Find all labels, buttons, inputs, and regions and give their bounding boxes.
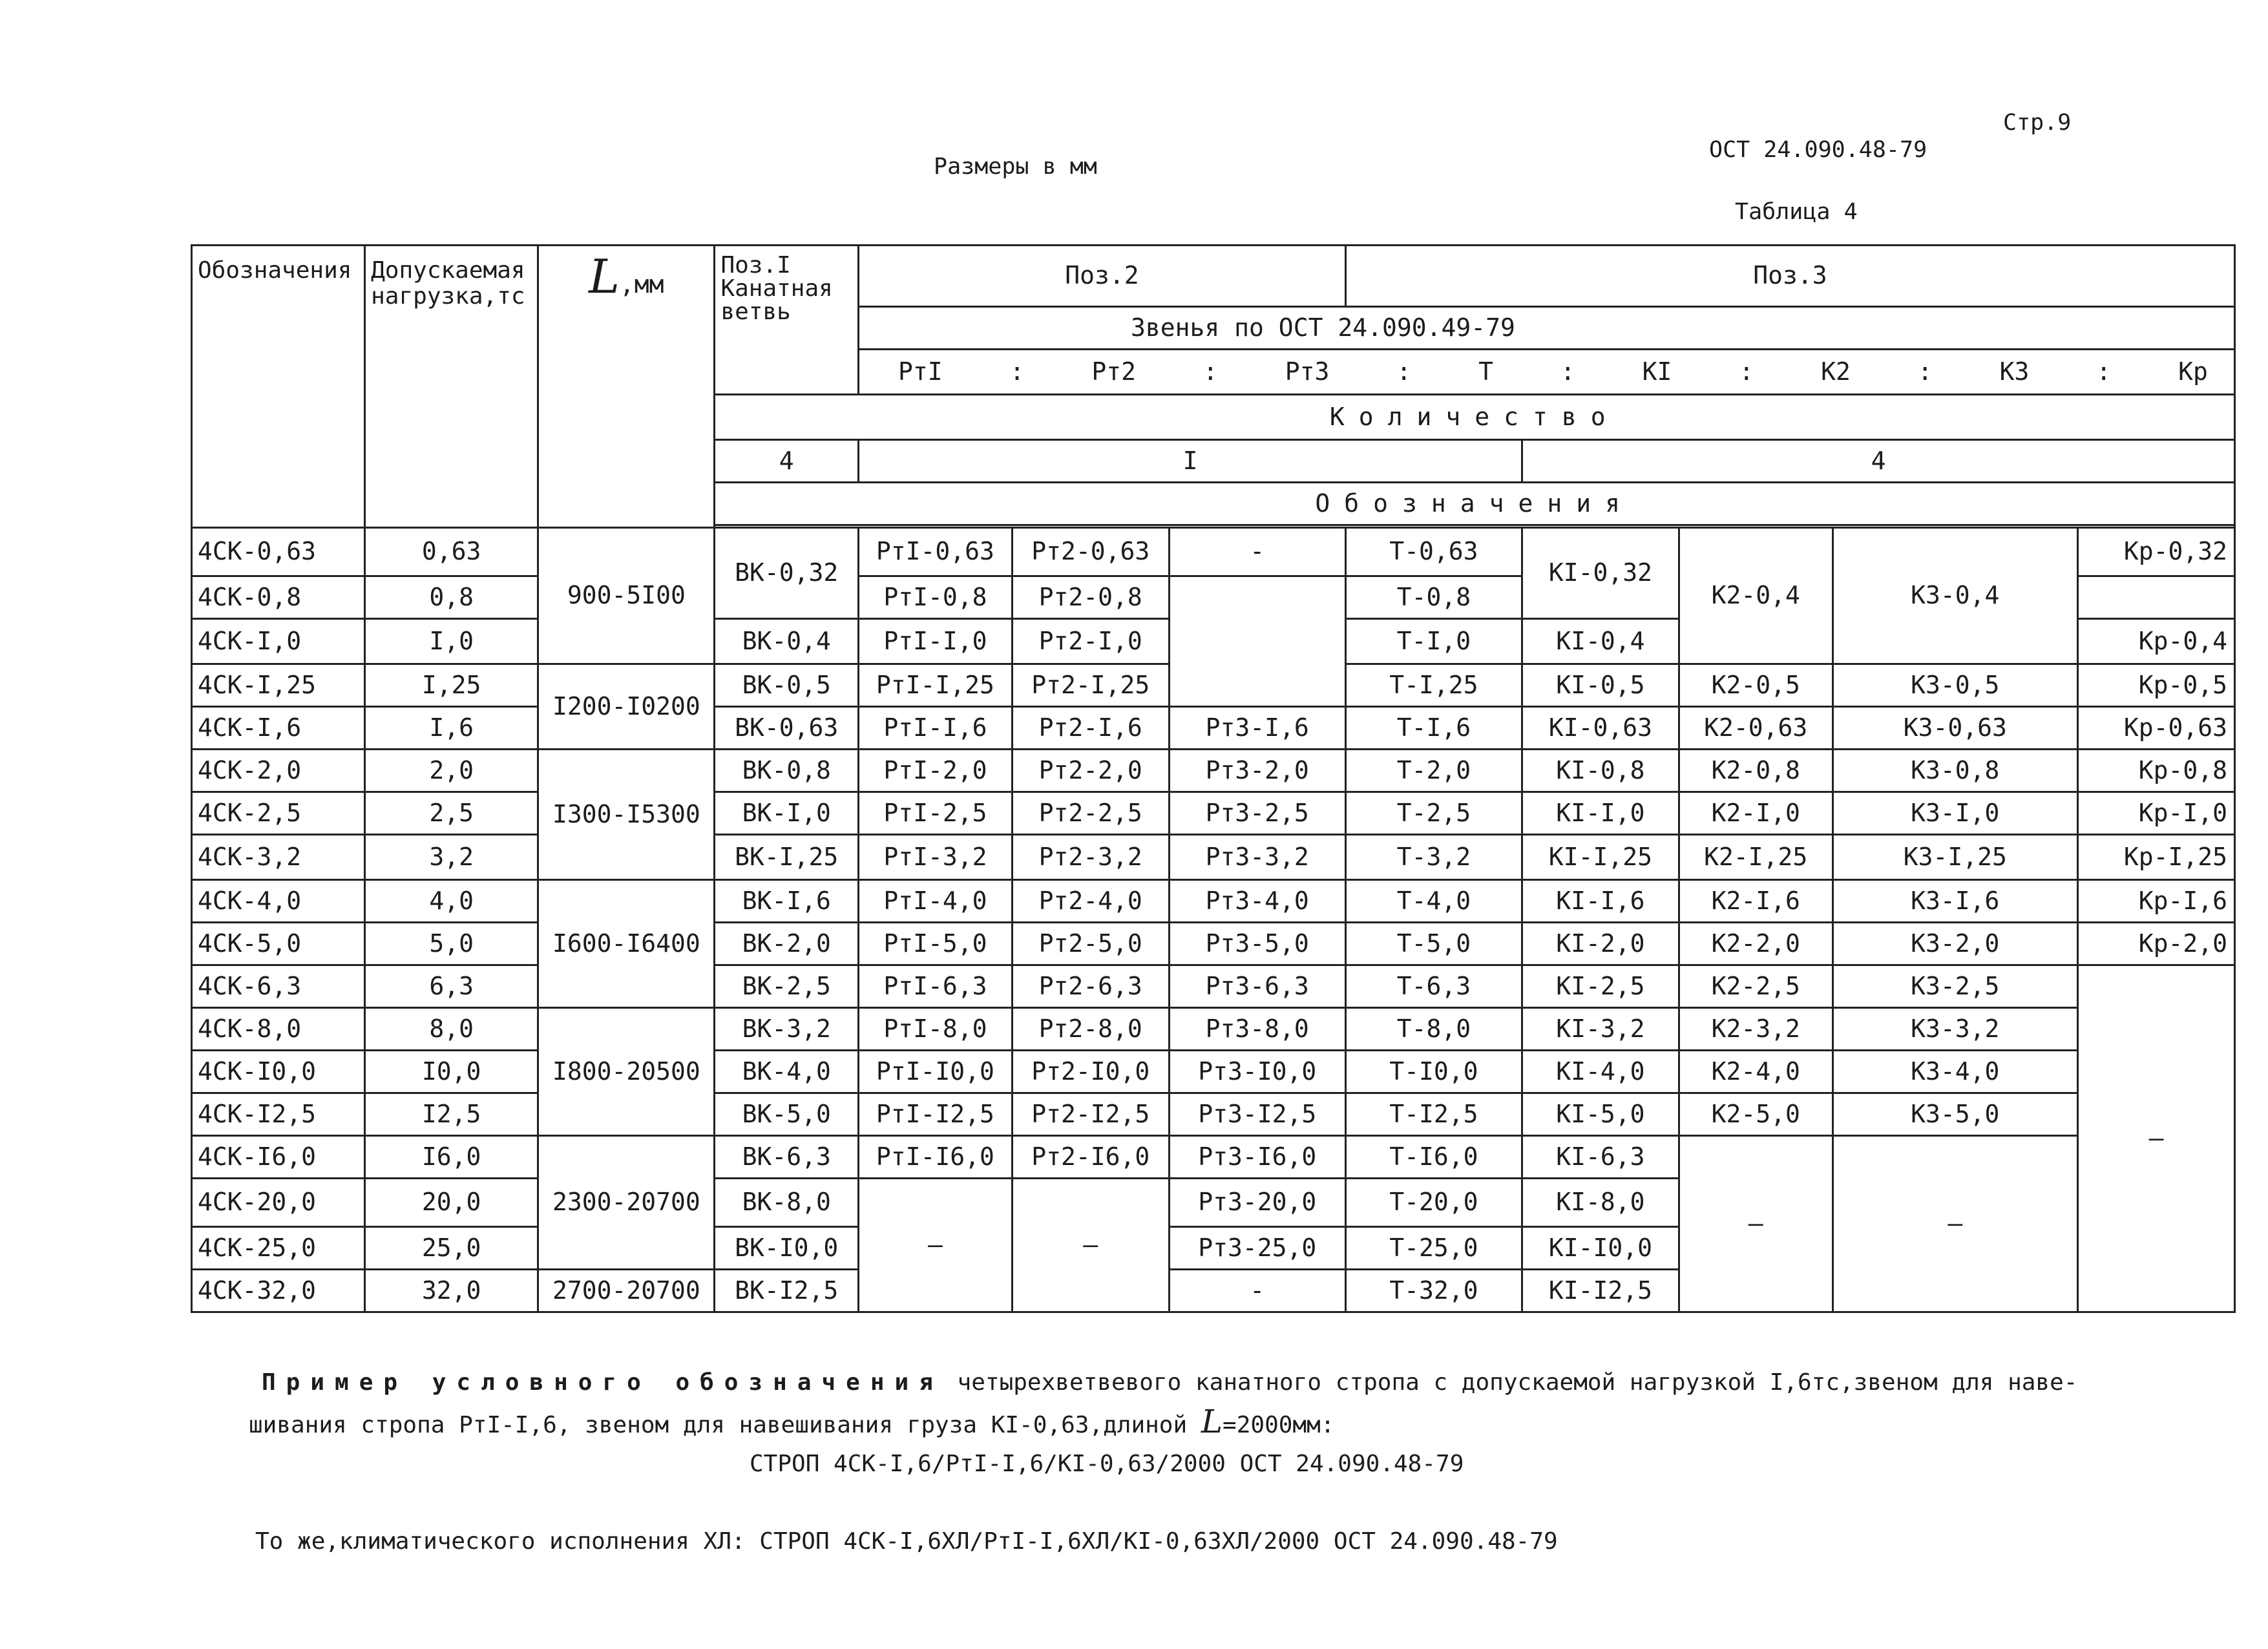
cell-designation: 4СК-8,0: [192, 1008, 365, 1051]
table-row: [192, 1008, 2235, 1051]
cell-designation: 4СК-32,0: [192, 1270, 365, 1312]
cell-rt2: Рт2-I,6: [1012, 707, 1169, 750]
cell-kr: Кр-I,25: [2078, 835, 2235, 880]
sub-k2: К2: [1821, 357, 1851, 386]
cell-k1: КI-0,63: [1522, 707, 1679, 750]
cell-k1: КI-0,4: [1522, 619, 1679, 664]
cell-pos1: ВК-0,63: [715, 707, 859, 750]
cell-k2: К2-2,5: [1679, 965, 1832, 1008]
cell-load: 0,8: [365, 576, 538, 619]
cell-load: 0,63: [365, 528, 538, 576]
cell-length: I300-I5300: [538, 750, 715, 880]
cell-k1: КI-I,0: [1522, 792, 1679, 835]
cell-designation: 4СК-I,25: [192, 664, 365, 707]
cell-k1: КI-0,8: [1522, 750, 1679, 792]
sub-rt3: Рт3: [1285, 357, 1330, 386]
example-length-symbol: L: [1201, 1403, 1223, 1440]
sub-t: Т: [1478, 357, 1493, 386]
cell-pos1: ВК-5,0: [715, 1093, 859, 1136]
cell-kr: Кр-2,0: [2078, 923, 2235, 965]
cell-load: 4,0: [365, 880, 538, 923]
cell-pos1: ВК-I,0: [715, 792, 859, 835]
cell-kr: Кр-I,0: [2078, 792, 2235, 835]
cell-k3: К3-0,8: [1832, 750, 2077, 792]
cell-k1: КI-8,0: [1522, 1179, 1679, 1227]
table-row: [192, 880, 2235, 923]
cell-rt3: Рт3-3,2: [1169, 835, 1345, 880]
cell-pos1: ВК-8,0: [715, 1179, 859, 1227]
cell-k2: К2-I,6: [1679, 880, 1832, 923]
cell-t: Т-5,0: [1345, 923, 1522, 965]
cell-rt1: РтI-0,63: [859, 528, 1013, 576]
col-header-pos3: Поз.3: [1345, 246, 2234, 307]
cell-designation: 4СК-2,5: [192, 792, 365, 835]
link-types-row: РтI : Рт2 : Рт3 : Т : КI : К2 : К3 : Кр: [859, 350, 2235, 395]
cell-load: 8,0: [365, 1008, 538, 1051]
standard-number: ОСТ 24.090.48-79: [1709, 137, 1927, 163]
length-symbol: L: [589, 249, 620, 304]
table-row: [192, 923, 2235, 965]
cell-load: I,25: [365, 664, 538, 707]
cell-designation: 4СК-20,0: [192, 1179, 365, 1227]
cell-k3: К3-5,0: [1832, 1093, 2077, 1136]
cell-k3: К3-I,25: [1832, 835, 2077, 880]
cell-rt2: Рт2-I0,0: [1012, 1051, 1169, 1093]
cell-t: Т-I,25: [1345, 664, 1522, 707]
cell-k1: КI-2,0: [1522, 923, 1679, 965]
cell-t: Т-3,2: [1345, 835, 1522, 880]
cell-k2: К2-2,0: [1679, 923, 1832, 965]
cell-rt2: Рт2-I,0: [1012, 619, 1169, 664]
cell-rt1: РтI-I2,5: [859, 1093, 1013, 1136]
cell-rt3: Рт3-I,6: [1169, 707, 1345, 750]
cell-designation: 4СК-I,6: [192, 707, 365, 750]
col-header-pos1: Поз.I Канатная ветвь: [715, 246, 859, 395]
links-standard: Звенья по ОСТ 24.090.49-79: [859, 307, 2235, 350]
cell-designation: 4СК-I0,0: [192, 1051, 365, 1093]
cell-load: I,6: [365, 707, 538, 750]
cell-k2: —: [1679, 1136, 1832, 1312]
qty-pos2: I: [859, 440, 1522, 483]
cell-pos1: ВК-2,0: [715, 923, 859, 965]
cell-t: Т-0,8: [1345, 576, 1522, 619]
cell-rt1: РтI-I6,0: [859, 1136, 1013, 1179]
sling-table: [191, 244, 2236, 1313]
cell-k1: КI-2,5: [1522, 965, 1679, 1008]
cell-t: Т-0,63: [1345, 528, 1522, 576]
cell-load: 32,0: [365, 1270, 538, 1312]
table-row: [192, 707, 2235, 750]
cell-t: Т-25,0: [1345, 1227, 1522, 1270]
cell-rt3: Рт3-2,0: [1169, 750, 1345, 792]
cell-designation: 4СК-I6,0: [192, 1136, 365, 1179]
cell-pos1: ВК-I,25: [715, 835, 859, 880]
cell-load: I,0: [365, 619, 538, 664]
climatic-line: [255, 1522, 2077, 1561]
example-label: Пример условного обозначения: [262, 1369, 943, 1396]
cell-load: 6,3: [365, 965, 538, 1008]
cell-pos1: ВК-I2,5: [715, 1270, 859, 1312]
cell-designation: 4СК-25,0: [192, 1227, 365, 1270]
cell-t: Т-I2,5: [1345, 1093, 1522, 1136]
cell-rt2: Рт2-I6,0: [1012, 1136, 1169, 1179]
sub-k1: КI: [1642, 357, 1672, 386]
notes: [249, 1363, 2078, 1561]
cell-t: Т-I6,0: [1345, 1136, 1522, 1179]
col-header-load: Допускаемая нагрузка,тс: [365, 246, 538, 528]
cell-pos1: ВК-3,2: [715, 1008, 859, 1051]
cell-rt1: РтI-4,0: [859, 880, 1013, 923]
cell-length: 900-5I00: [538, 528, 715, 664]
cell-k2: К2-I,0: [1679, 792, 1832, 835]
table-row: [192, 1136, 2235, 1179]
cell-k1: КI-0,5: [1522, 664, 1679, 707]
cell-k1: КI-4,0: [1522, 1051, 1679, 1093]
table-row: [192, 792, 2235, 835]
cell-rt1: РтI-3,2: [859, 835, 1013, 880]
sub-k3: К3: [1999, 357, 2030, 386]
sub-rt1: РтI: [898, 357, 943, 386]
cell-rt1: РтI-I,25: [859, 664, 1013, 707]
cell-k2: К2-0,4: [1679, 528, 1832, 664]
cell-k1: КI-6,3: [1522, 1136, 1679, 1179]
cell-rt1: РтI-8,0: [859, 1008, 1013, 1051]
cell-load: 3,2: [365, 835, 538, 880]
cell-rt2: Рт2-8,0: [1012, 1008, 1169, 1051]
cell-k3: К3-3,2: [1832, 1008, 2077, 1051]
cell-pos1: ВК-0,5: [715, 664, 859, 707]
cell-kr: Кр-0,4: [2078, 619, 2235, 664]
cell-rt3: Рт3-20,0: [1169, 1179, 1345, 1227]
cell-k1: КI-5,0: [1522, 1093, 1679, 1136]
cell-rt2: Рт2-3,2: [1012, 835, 1169, 880]
cell-pos1: ВК-0,8: [715, 750, 859, 792]
page-number: Стр.9: [2003, 110, 2072, 136]
cell-k3: —: [1832, 1136, 2077, 1312]
cell-rt3: Рт3-8,0: [1169, 1008, 1345, 1051]
cell-rt1: РтI-I,6: [859, 707, 1013, 750]
table-row: [192, 750, 2235, 792]
example-line-1: [262, 1363, 2077, 1402]
cell-rt2: Рт2-2,0: [1012, 750, 1169, 792]
cell-k1: КI-0,32: [1522, 528, 1679, 619]
cell-k2: К2-0,63: [1679, 707, 1832, 750]
cell-load: I2,5: [365, 1093, 538, 1136]
cell-rt3: -: [1169, 528, 1345, 576]
cell-kr: —: [2078, 965, 2235, 1312]
climatic-example: СТРОП 4СК-I,6ХЛ/РтI-I,6ХЛ/КI-0,63ХЛ/2000 ОСТ 24.090.48-79: [759, 1528, 1558, 1555]
example-line-2: [249, 1402, 2077, 1445]
cell-t: Т-I,0: [1345, 619, 1522, 664]
cell-rt1: РтI-6,3: [859, 965, 1013, 1008]
cell-load: 5,0: [365, 923, 538, 965]
cell-pos1: ВК-6,3: [715, 1136, 859, 1179]
sub-kr: Кр: [2178, 357, 2208, 386]
cell-k1: КI-I,25: [1522, 835, 1679, 880]
length-unit: ,мм: [619, 270, 664, 299]
cell-rt3: [1169, 576, 1345, 707]
cell-pos1: ВК-I0,0: [715, 1227, 859, 1270]
cell-rt3: Рт3-4,0: [1169, 880, 1345, 923]
cell-rt1: РтI-I0,0: [859, 1051, 1013, 1093]
table-row: [192, 1051, 2235, 1093]
example-text-3: =2000мм:: [1223, 1412, 1335, 1438]
cell-kr: Кр-I,6: [2078, 880, 2235, 923]
cell-k3: К3-0,4: [1832, 528, 2077, 664]
cell-k2: К2-0,5: [1679, 664, 1832, 707]
cell-load: 20,0: [365, 1179, 538, 1227]
cell-rt3: Рт3-25,0: [1169, 1227, 1345, 1270]
cell-t: Т-20,0: [1345, 1179, 1522, 1227]
cell-k2: К2-5,0: [1679, 1093, 1832, 1136]
cell-rt2: Рт2-I,25: [1012, 664, 1169, 707]
table-row: [192, 1093, 2235, 1136]
cell-t: Т-4,0: [1345, 880, 1522, 923]
cell-designation: 4СК-I,0: [192, 619, 365, 664]
cell-t: Т-8,0: [1345, 1008, 1522, 1051]
cell-pos1: ВК-I,6: [715, 880, 859, 923]
cell-rt2: Рт2-0,8: [1012, 576, 1169, 619]
cell-k2: К2-4,0: [1679, 1051, 1832, 1093]
cell-load: I0,0: [365, 1051, 538, 1093]
cell-rt1: РтI-I,0: [859, 619, 1013, 664]
col-header-length: [538, 246, 715, 528]
example-text-2: шивания стропа РтI-I,6, звеном для навешивания груза КI-0,63,длиной: [249, 1412, 1188, 1438]
cell-rt1: РтI-2,0: [859, 750, 1013, 792]
table-row: [192, 528, 2235, 576]
climatic-label: То же,климатического исполнения ХЛ:: [255, 1528, 746, 1555]
cell-designation: 4СК-3,2: [192, 835, 365, 880]
cell-rt2: —: [1012, 1179, 1169, 1312]
cell-designation: 4СК-I2,5: [192, 1093, 365, 1136]
cell-t: Т-I,6: [1345, 707, 1522, 750]
cell-rt3: Рт3-I0,0: [1169, 1051, 1345, 1093]
cell-k3: К3-2,5: [1832, 965, 2077, 1008]
cell-kr: Кр-0,63: [2078, 707, 2235, 750]
cell-t: Т-6,3: [1345, 965, 1522, 1008]
col-header-pos2: Поз.2: [859, 246, 1346, 307]
cell-designation: 4СК-0,63: [192, 528, 365, 576]
cell-rt2: Рт2-4,0: [1012, 880, 1169, 923]
cell-rt2: Рт2-0,63: [1012, 528, 1169, 576]
cell-load: 25,0: [365, 1227, 538, 1270]
cell-kr: [2078, 576, 2235, 619]
cell-t: Т-2,0: [1345, 750, 1522, 792]
cell-pos1: ВК-4,0: [715, 1051, 859, 1093]
cell-length: 2700-20700: [538, 1270, 715, 1312]
designation-example: СТРОП 4СК-I,6/РтI-I,6/КI-0,63/2000 ОСТ 24.090.48-79: [750, 1451, 1464, 1477]
cell-rt1: РтI-5,0: [859, 923, 1013, 965]
sub-rt2: Рт2: [1091, 357, 1137, 386]
cell-length: 2300-20700: [538, 1136, 715, 1270]
cell-k2: К2-I,25: [1679, 835, 1832, 880]
cell-rt1: —: [859, 1179, 1013, 1312]
cell-designation: 4СК-0,8: [192, 576, 365, 619]
example-text-1: четырехветвевого канатного стропа с допускаемой нагрузкой I,6тс,звеном для наве-: [943, 1369, 2078, 1396]
cell-rt2: Рт2-5,0: [1012, 923, 1169, 965]
cell-length: I800-20500: [538, 1008, 715, 1136]
cell-k3: К3-I,0: [1832, 792, 2077, 835]
cell-k3: К3-2,0: [1832, 923, 2077, 965]
cell-load: I6,0: [365, 1136, 538, 1179]
table-row: [192, 835, 2235, 880]
cell-designation: 4СК-5,0: [192, 923, 365, 965]
table-row: [192, 965, 2235, 1008]
cell-designation: 4СК-2,0: [192, 750, 365, 792]
cell-kr: Кр-0,32: [2078, 528, 2235, 576]
cell-t: Т-2,5: [1345, 792, 1522, 835]
cell-rt1: РтI-2,5: [859, 792, 1013, 835]
cell-k3: К3-0,63: [1832, 707, 2077, 750]
cell-k2: К2-0,8: [1679, 750, 1832, 792]
cell-designation: 4СК-4,0: [192, 880, 365, 923]
cell-k2: К2-3,2: [1679, 1008, 1832, 1051]
cell-rt3: Рт3-I6,0: [1169, 1136, 1345, 1179]
designations-label: Обозначения: [715, 483, 2235, 525]
cell-rt2: Рт2-2,5: [1012, 792, 1169, 835]
cell-k3: К3-0,5: [1832, 664, 2077, 707]
cell-k1: КI-3,2: [1522, 1008, 1679, 1051]
cell-rt2: Рт2-6,3: [1012, 965, 1169, 1008]
cell-load: 2,5: [365, 792, 538, 835]
cell-kr: Кр-0,8: [2078, 750, 2235, 792]
quantity-label: Количество: [715, 395, 2235, 440]
cell-rt3: Рт3-I2,5: [1169, 1093, 1345, 1136]
cell-rt1: РтI-0,8: [859, 576, 1013, 619]
cell-length: I200-I0200: [538, 664, 715, 750]
qty-pos1: 4: [715, 440, 859, 483]
cell-k1: КI-I2,5: [1522, 1270, 1679, 1312]
cell-kr: Кр-0,5: [2078, 664, 2235, 707]
cell-load: 2,0: [365, 750, 538, 792]
cell-designation: 4СК-6,3: [192, 965, 365, 1008]
cell-rt3: Рт3-6,3: [1169, 965, 1345, 1008]
cell-t: Т-32,0: [1345, 1270, 1522, 1312]
cell-length: I600-I6400: [538, 880, 715, 1008]
col-header-designation: Обозначения: [192, 246, 365, 528]
table-caption: Таблица 4: [1735, 199, 1858, 225]
cell-k3: К3-4,0: [1832, 1051, 2077, 1093]
cell-pos1: ВК-2,5: [715, 965, 859, 1008]
cell-pos1: ВК-0,32: [715, 528, 859, 619]
cell-rt3: Рт3-2,5: [1169, 792, 1345, 835]
cell-t: Т-I0,0: [1345, 1051, 1522, 1093]
cell-rt3: -: [1169, 1270, 1345, 1312]
cell-pos1: ВК-0,4: [715, 619, 859, 664]
cell-rt3: Рт3-5,0: [1169, 923, 1345, 965]
cell-k1: КI-I0,0: [1522, 1227, 1679, 1270]
qty-pos3: 4: [1522, 440, 2235, 483]
cell-rt2: Рт2-I2,5: [1012, 1093, 1169, 1136]
units-note: Размеры в мм: [934, 154, 1097, 180]
cell-k3: К3-I,6: [1832, 880, 2077, 923]
cell-k1: КI-I,6: [1522, 880, 1679, 923]
